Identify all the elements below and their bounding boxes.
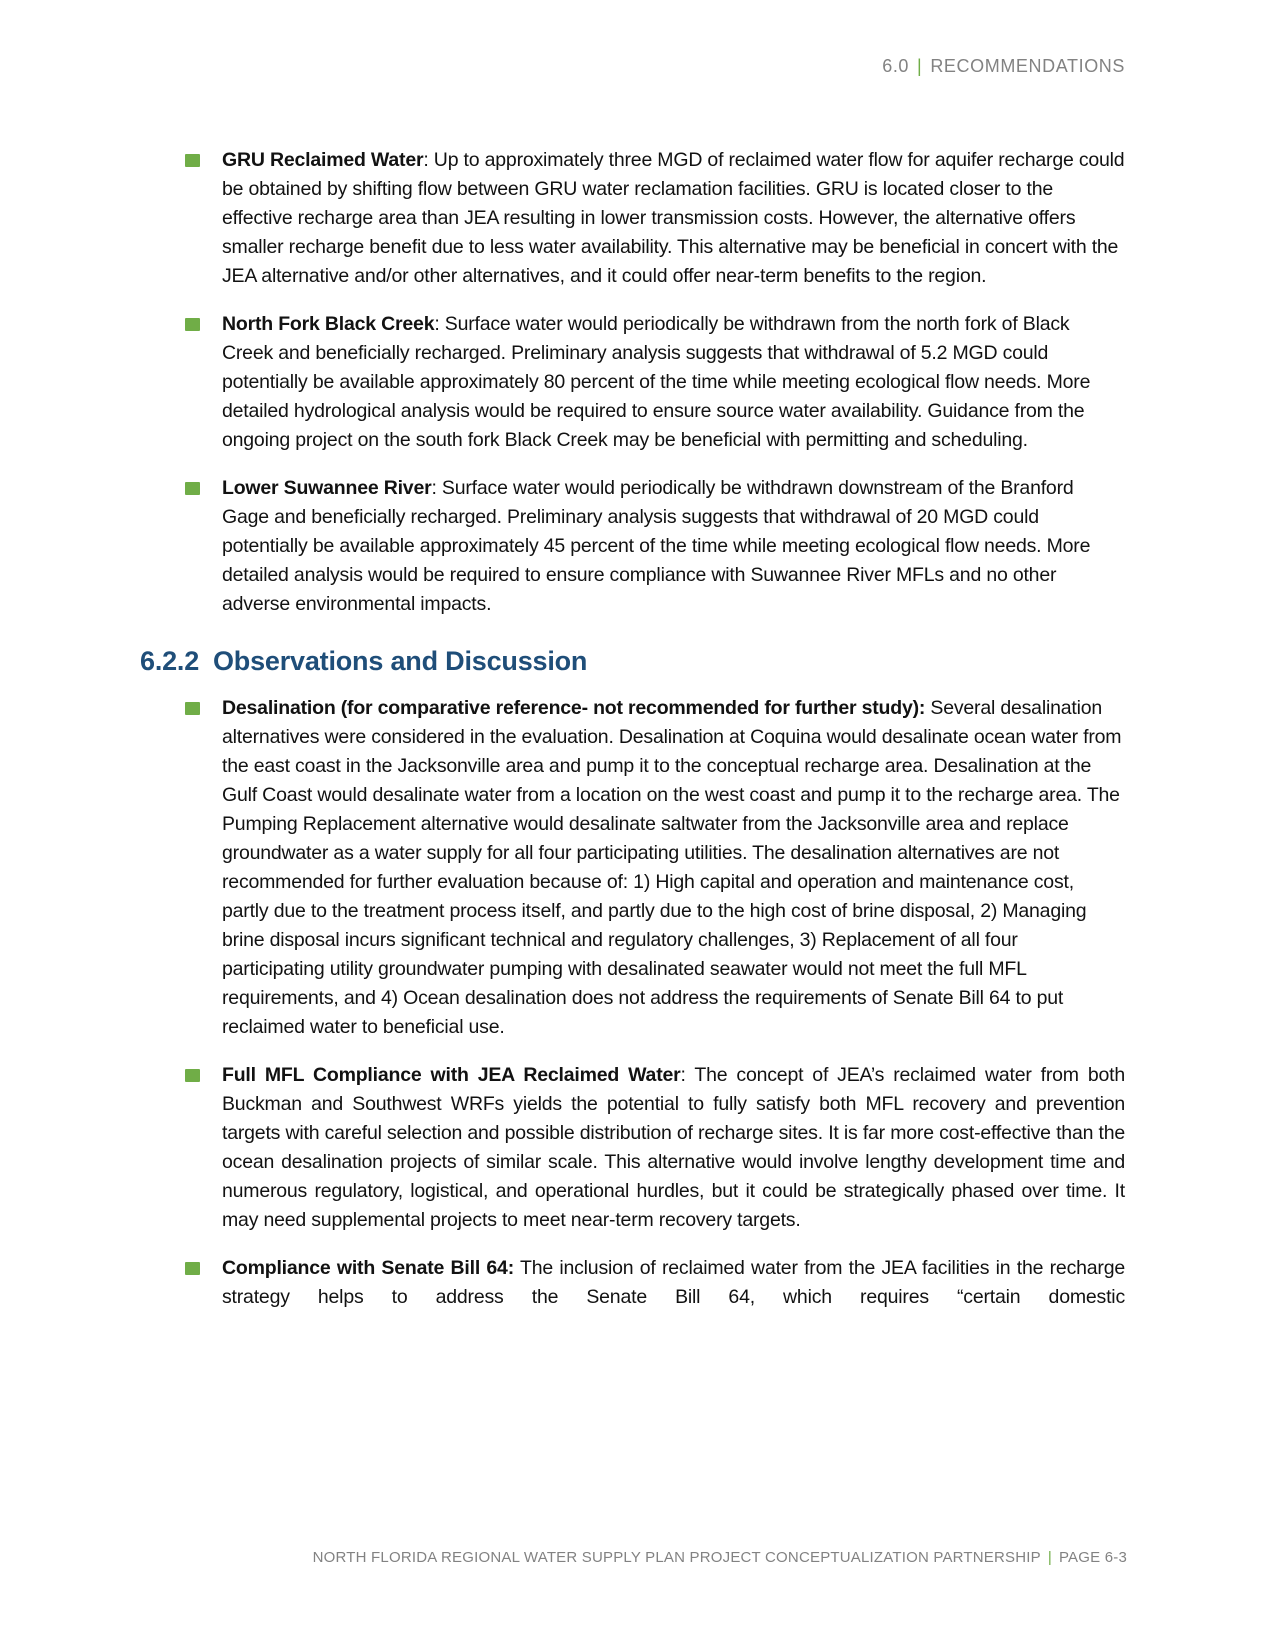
bullet-item [140, 1254, 1125, 1312]
bullet-lead-text: Desalination (for comparative reference- not recommended for further study): [222, 697, 926, 719]
bullet-lead-text: GRU Reclaimed Water [222, 149, 424, 171]
document-body [140, 146, 1125, 1331]
bullet-paragraph [222, 474, 1125, 619]
bullet-lead-text: North Fork Black Creek [222, 313, 435, 335]
bullet-item [140, 310, 1125, 455]
bullet-item [140, 146, 1125, 291]
bullet-square-icon [185, 702, 200, 715]
bullet-body-text: : Surface water would periodically be withdrawn downstream of the Branford Gage and beneficially recharged. Preliminary analysis suggests that withdrawal of 20 MGD could potentially be available approximately 45 percent of the time while meeting ecological flow needs. More detailed analysis would be required to ensure compliance with Suwannee River MFLs and no other adverse environmental impacts. [222, 477, 1091, 615]
bullet-body-text: Several desalination alternatives were considered in the evaluation. Desalination at Coquina would desalinate ocean water from the east coast in the Jacksonville area and pump it to the conceptual recharge area. Desalination at the Gulf Coast would desalinate water from a location on the west coast and pump it to the recharge area. The Pumping Replacement alternative would desalinate saltwater from the Jacksonville area and replace groundwater as a water supply for all four participating utilities. The desalination alternatives are not recommended for further evaluation because of: 1) High capital and operation and maintenance cost, partly due to the treatment process itself, and partly due to the high cost of brine disposal, 2) Managing brine disposal incurs significant technical and regulatory challenges, 3) Replacement of all four participating utility groundwater pumping with desalinated seawater would not meet the full MFL requirements, and 4) Ocean desalination does not address the requirements of Senate Bill 64 to put reclaimed water to beneficial use. [222, 697, 1122, 1038]
bullet-lead-text: Compliance with Senate Bill 64: [222, 1257, 514, 1279]
bullet-paragraph [222, 694, 1125, 1042]
header-title: RECOMMENDATIONS [930, 56, 1125, 76]
footer-page-number: PAGE 6-3 [1058, 1549, 1127, 1566]
section-heading [140, 646, 1125, 677]
bullet-list-observations [140, 694, 1125, 1312]
footer-separator-icon: | [1047, 1549, 1052, 1566]
bullet-item [140, 474, 1125, 619]
bullet-item [140, 1061, 1125, 1235]
bullet-lead-text: Lower Suwannee River [222, 477, 432, 499]
footer-title: NORTH FLORIDA REGIONAL WATER SUPPLY PLAN PROJECT CONCEPTUALIZATION PARTNERSHIP [312, 1549, 1041, 1566]
bullet-square-icon [185, 1069, 200, 1082]
section-heading-number: 6.2.2 [140, 646, 200, 676]
bullet-paragraph [222, 310, 1125, 455]
bullet-body-text: : The concept of JEA’s reclaimed water from both Buckman and Southwest WRFs yields the potential to fully satisfy both MFL recovery and prevention targets with careful selection and possible distribution of recharge sites. It is far more cost-effective than the ocean desalination projects of similar scale. This alternative would involve lengthy development time and numerous regulatory, logistical, and operational hurdles, but it could be strategically phased over time. It may need supplemental projects to meet near-term recovery targets. [222, 1064, 1125, 1231]
bullet-paragraph [222, 1061, 1125, 1235]
bullet-square-icon [185, 1262, 200, 1275]
bullet-body-text: : Surface water would periodically be withdrawn from the north fork of Black Creek and beneficially recharged. Preliminary analysis suggests that withdrawal of 5.2 MGD could potentially be available approximately 80 percent of the time while meeting ecological flow needs. More detailed hydrological analysis would be required to ensure source water availability. Guidance from the ongoing project on the south fork Black Creek may be beneficial with permitting and scheduling. [222, 313, 1091, 451]
page-footer [120, 1549, 1127, 1566]
section-heading-title: Observations and Discussion [213, 646, 588, 676]
bullet-list-top [140, 146, 1125, 619]
bullet-paragraph [222, 146, 1125, 291]
page-header [140, 56, 1125, 77]
bullet-body-text: The inclusion of reclaimed water from the JEA facilities in the recharge strategy helps to address the Senate Bill 64, which requires “certain domestic [222, 1257, 1125, 1308]
bullet-item [140, 694, 1125, 1042]
header-section-number: 6.0 [882, 56, 910, 76]
bullet-square-icon [185, 482, 200, 495]
bullet-paragraph [222, 1254, 1125, 1312]
bullet-square-icon [185, 154, 200, 167]
bullet-square-icon [185, 318, 200, 331]
bullet-lead-text: Full MFL Compliance with JEA Reclaimed Water [222, 1064, 681, 1086]
bullet-body-text: : Up to approximately three MGD of reclaimed water flow for aquifer recharge could be obtained by shifting flow between GRU water reclamation facilities. GRU is located closer to the effective recharge area than JEA resulting in lower transmission costs. However, the alternative offers smaller recharge benefit due to less water availability. This alternative may be beneficial in concert with the JEA alternative and/or other alternatives, and it could offer near-term benefits to the region. [222, 149, 1125, 287]
header-separator-icon: | [917, 56, 923, 76]
